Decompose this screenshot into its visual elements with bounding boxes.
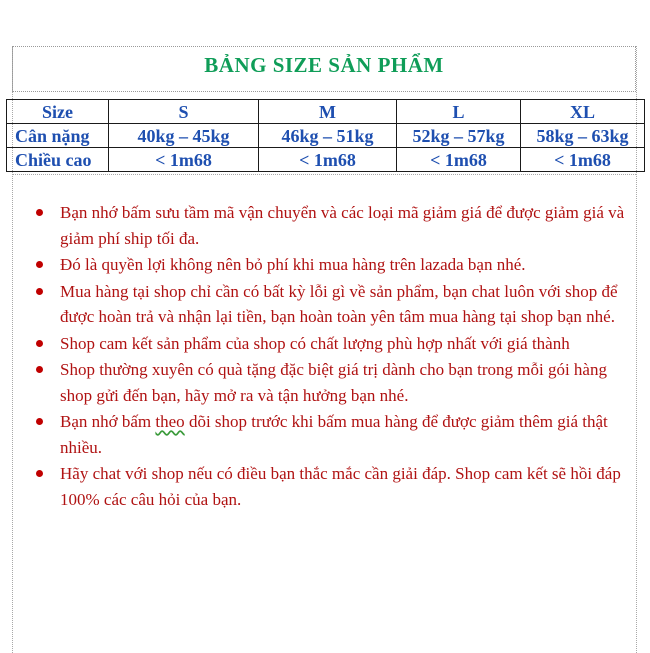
note-text: Đó là quyền lợi không nên bỏ phí khi mua hàng trên lazada bạn nhé. bbox=[60, 255, 526, 274]
weight-s: 40kg – 45kg bbox=[109, 124, 259, 148]
height-xl: < 1m68 bbox=[521, 148, 645, 172]
bullet-icon bbox=[36, 366, 43, 373]
table-bottom-guide bbox=[12, 174, 636, 175]
page-title: BẢNG SIZE SẢN PHẨM bbox=[204, 53, 444, 77]
list-item bbox=[22, 461, 642, 512]
weight-xl: 58kg – 63kg bbox=[521, 124, 645, 148]
list-item bbox=[22, 409, 642, 460]
list-item bbox=[22, 252, 642, 278]
bullet-icon bbox=[36, 470, 43, 477]
height-label: Chiều cao bbox=[7, 148, 109, 172]
weight-label: Cân nặng bbox=[7, 124, 109, 148]
header-cell-l: L bbox=[397, 100, 521, 124]
note-text: Mua hàng tại shop chỉ cần có bất kỳ lỗi gì về sản phẩm, bạn chat luôn với shop để được hoàn trả và nhận lại tiền, bạn hoàn toàn yên tâm mua hàng tại shop bạn nhé. bbox=[60, 281, 618, 326]
size-table bbox=[6, 99, 645, 172]
list-item bbox=[22, 357, 642, 408]
bullet-icon bbox=[36, 261, 43, 268]
note-text-start: Bạn nhớ bấm bbox=[60, 412, 156, 431]
height-row bbox=[7, 148, 645, 172]
header-cell-xl: XL bbox=[521, 100, 645, 124]
list-item bbox=[22, 279, 642, 330]
spellcheck-marked-word: theo bbox=[155, 412, 185, 431]
note-text: Shop cam kết sản phẩm của shop có chất lượng phù hợp nhất với giá thành bbox=[60, 333, 570, 353]
note-text: Shop thường xuyên có quà tặng đặc biệt giá trị dành cho bạn trong mỗi gói hàng shop gửi đến bạn, hãy mở ra và tận hưởng bạn nhé. bbox=[60, 360, 607, 405]
list-item bbox=[22, 200, 642, 251]
height-l: < 1m68 bbox=[397, 148, 521, 172]
note-text-end: dõi shop trước khi bấm mua hàng để được giảm thêm giá thật nhiều. bbox=[60, 412, 608, 457]
size-header-row bbox=[7, 100, 645, 124]
weight-row bbox=[7, 124, 645, 148]
header-cell-m: M bbox=[259, 100, 397, 124]
bullet-icon bbox=[36, 340, 43, 347]
list-item bbox=[22, 331, 642, 357]
bullet-icon bbox=[36, 288, 43, 295]
bullet-icon bbox=[36, 209, 43, 216]
note-text: Hãy chat với shop nếu có điều bạn thắc mắc cần giải đáp. Shop cam kết sẽ hồi đáp 100% các câu hỏi của bạn. bbox=[60, 464, 621, 509]
header-cell-s: S bbox=[109, 100, 259, 124]
weight-l: 52kg – 57kg bbox=[397, 124, 521, 148]
title-box bbox=[12, 46, 636, 92]
note-text: Bạn nhớ bấm sưu tầm mã vận chuyển và các loại mã giảm giá để được giảm giá và giảm phí ship tối đa. bbox=[60, 203, 625, 248]
bullet-icon bbox=[36, 418, 43, 425]
header-cell-size: Size bbox=[7, 100, 109, 124]
notes-list bbox=[22, 200, 642, 513]
weight-m: 46kg – 51kg bbox=[259, 124, 397, 148]
height-s: < 1m68 bbox=[109, 148, 259, 172]
height-m: < 1m68 bbox=[259, 148, 397, 172]
